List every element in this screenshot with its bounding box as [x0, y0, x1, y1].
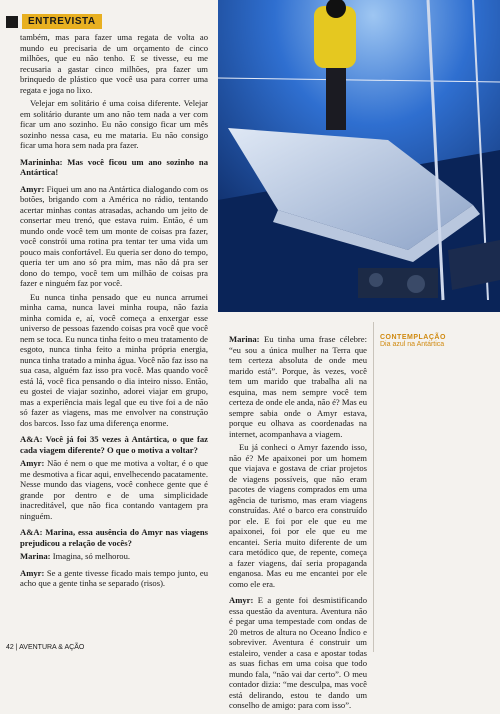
- answer-amyr: [229, 595, 367, 711]
- paragraph: Eu nunca tinha pensado que eu nunca arrumei minha cama, nunca lavei minha roupa, não fazia minha comida e, aí, você começa a enxergar esse universo de pessoas fazendo coisas pra você que você nem se toca. Eu nunca tinha feito o meu tratamento de esgoto, nunca tinha feito a minha própria energia, nunca tinha tratado a minha água. Você não faz isso na sua casa, alguém faz isso pra você. Mas quando você está lá, você fica pensando o dia inteiro nisso. Então, eu gostei de viajar sozinho, adorei viajar em grupo, mas a experiência mais legal que eu tive foi a de não só fazer as viagens, mas me envolver na construção dos barcos. Isso faz uma diferença enorme.: [20, 291, 208, 428]
- paragraph: Eu já conheci o Amyr fazendo isso, não é? Me apaixonei por um homem que viajava e gostava de criar projetos de viagens possíveis, que não eram pacotes de viagens comprados em uma agência de turismo, mas eram viagens construídas. Até o barco era construído por ele. E foi por ele que eu me apaixonei, foi por ele que eu me encantei. Seria muito diferente de um cara metódico que, de repente, começa a fazer viagens, daí seria propaganda enganosa. Mas eu me encantei por ele como ele era.: [229, 442, 367, 589]
- speaker-text: Não é nem o que me motiva a voltar, é o que me desmotiva a ficar aqui, envelhecendo pacatamente. Nesse mundo das viagens, você conhece gente que é grande por dentro e de uma simplicidade inacreditável, que não fica contando vantagem pra ninguém.: [20, 458, 208, 521]
- sailboat-photo: [218, 0, 500, 312]
- text-column-left: [20, 32, 208, 592]
- speaker-text: Mas você ficou um ano sozinho na Antártica!: [20, 156, 209, 177]
- answer-amyr: [20, 458, 208, 521]
- speaker-text: Fiquei um ano na Antártica dialogando com os botões, brigando com a América no rádio, tentando acertar minhas contas atrasadas, achando um jeito de consertar meu trenó, que estava ruim. Então, é um mundo onde você tem um monte de coisas pra fazer, você constrói uma rotina pra tentar ter uma vida um pouco mais confortável. Eu queria ser dono do tempo, queria ter um ano só pra mim, mas não dá pra ser dono do tempo, você tem um milhão de coisas pra fazer e ninguém faz por você.: [20, 183, 208, 288]
- speaker-text: Se a gente tivesse ficado mais tempo junto, eu acho que a gente tinha se separado (risos).: [20, 567, 208, 588]
- answer-marina: [229, 334, 367, 439]
- section-marker: [6, 16, 18, 28]
- question-marininha: [20, 157, 208, 178]
- speaker-name: Marina:: [229, 334, 260, 344]
- interview-question: A&A: Você já foi 35 vezes à Antártica, o que faz cada viagem diferente? O que o motiva a voltar?: [20, 434, 208, 455]
- magazine-name: AVENTURA & AÇÃO: [19, 644, 85, 651]
- answer-marina: [20, 551, 208, 562]
- sailboat-illustration: [218, 0, 500, 312]
- section-header: [6, 14, 102, 29]
- page-number: 42: [6, 644, 14, 651]
- speaker-name: Marininha:: [20, 156, 63, 167]
- speaker-name: Amyr:: [20, 183, 45, 194]
- speaker-text: E a gente foi desmistificando essa questão da aventura. Aventura não é pegar uma tempestade com ondas de 20 metros de altura no Oceano Índico e sobreviver. Aventura é construir um estaleiro, vender a casa e apostar todas as suas fichas em uma coisa que todo mundo fala, “não vai dar certo”. O meu contador dizia: “me desculpa, mas você está delirando, estou te dando um conselho de amigo: para com isso”.: [229, 595, 367, 710]
- speaker-text: Imagina, só melhorou.: [52, 551, 131, 561]
- answer-amyr: [20, 184, 208, 289]
- caption-text: Dia azul na Antártica: [380, 341, 445, 348]
- speaker-name: Amyr:: [229, 595, 254, 605]
- page-footer: 42 | AVENTURA & AÇÃO: [6, 644, 85, 651]
- interview-question: A&A: Marina, essa ausência do Amyr nas viagens prejudicou a relação de vocês?: [20, 527, 208, 548]
- speaker-text: Eu tinha uma frase célebre: “eu sou a única mulher na Terra que tem certeza absoluta de onde meu marido está”. Porque, às vezes, você tem um marido que trabalha ali na esquina, mas nem sempre você tem certeza de onde ele anda, não é? Mas eu sempre sabia onde o Amyr estava, porque eu olhava as coordenadas na internet, acompanhava a viagem.: [229, 334, 367, 439]
- caption-title: CONTEMPLAÇÃO: [380, 334, 446, 341]
- speaker-name: Amyr:: [20, 567, 45, 578]
- paragraph: Velejar em solitário é uma coisa diferente. Velejar em solitário durante um ano não tem nada a ver com ficar um ano sozinho. Eu não consigo ficar um mês sozinho nessa casa, eu me mataria. Eu não consigo ficar uma hora sem nada pra fazer.: [20, 98, 208, 150]
- section-tag: ENTREVISTA: [22, 14, 102, 29]
- column-divider: [373, 322, 374, 652]
- paragraph: também, mas para fazer uma regata de volta ao mundo eu precisaria de um orçamento de cinco milhões, que eu não tenho. E se tivesse, eu me recusaria a gastar cinco milhões, pra fazer um brinquedo de plástico que você usa para correr uma regata e joga no lixo.: [20, 32, 208, 95]
- speaker-name: Marina:: [20, 551, 51, 561]
- text-column-right: [229, 334, 367, 714]
- photo-caption: [380, 334, 490, 348]
- answer-amyr: [20, 568, 208, 589]
- speaker-name: Amyr:: [20, 458, 45, 468]
